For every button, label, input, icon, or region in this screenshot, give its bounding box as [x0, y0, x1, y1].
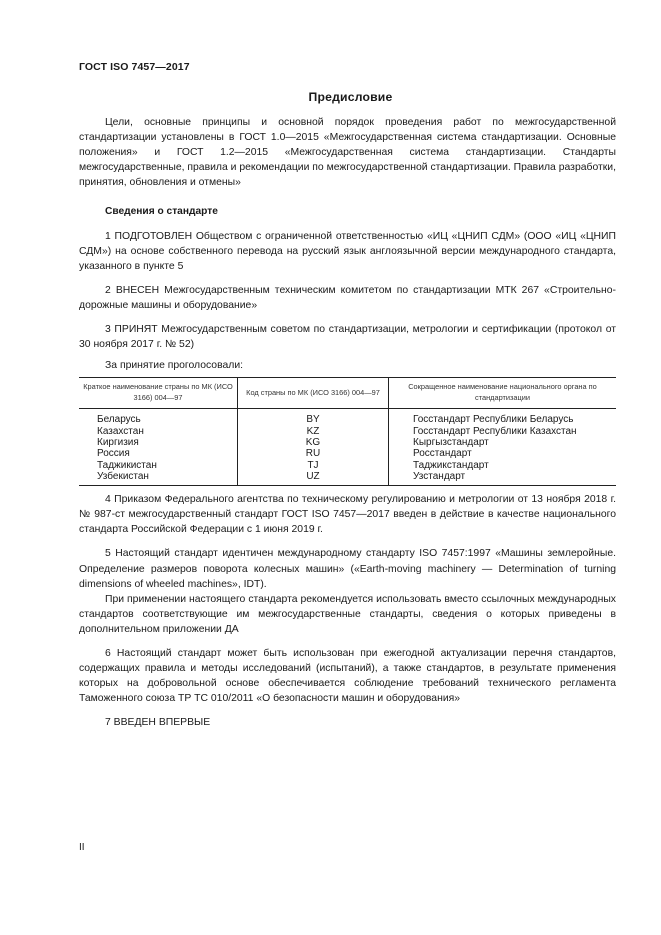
section-title: Сведения о стандарте [105, 205, 218, 217]
header-country-name: Краткое наименование страны по МК (ИСО 3166) 004—97 [79, 378, 238, 409]
country-name: Россия [97, 448, 130, 460]
country-name: Таджикистан [97, 459, 157, 471]
item-2-paragraph: 2 ВНЕСЕН Межгосударственным техническим комитетом по стандартизации МТК 267 «Строительно-дорожные машины и оборудование» [79, 284, 616, 312]
header-standards-body: Сокращенное наименование национального органа по стандартизации [389, 378, 617, 409]
header-country-code: Код страны по МК (ИСО 3166) 004—97 [238, 378, 389, 409]
item-3-paragraph: 3 ПРИНЯТ Межгосударственным советом по стандартизации, метрологии и сертификации (протокол от 30 ноября 2017 г. № 52) [79, 324, 616, 351]
country-code: KZ [238, 426, 389, 437]
item-7-paragraph: 7 ВВЕДЕН ВПЕРВЫЕ [105, 717, 211, 729]
country-code: UZ [238, 471, 389, 486]
page-number: II [79, 842, 85, 853]
table-row [79, 437, 616, 448]
table-row [79, 460, 616, 471]
foreword-content [79, 90, 616, 731]
country-name: Казахстан [97, 425, 144, 437]
table-row [79, 426, 616, 437]
item-5-note-paragraph: При применении настоящего стандарта рекомендуется использовать вместо ссылочных международных стандартов соответствующие им межгосударственные стандарты, сведения о которых приведены в дополнительном приложении ДА [79, 593, 616, 635]
document-code-header: ГОСТ ISO 7457—2017 [79, 61, 190, 73]
standards-body: Таджикстандарт [389, 460, 617, 471]
table-header-row [79, 378, 616, 409]
table-row [79, 471, 616, 486]
country-code: KG [238, 437, 389, 448]
item-1-paragraph: 1 ПОДГОТОВЛЕН Обществом с ограниченной ответственностью «ИЦ «ЦНИП СДМ» (ООО «ИЦ «ЦНИП СДМ») на основе собственного перевода на русский язык англоязычной версии международного стандарта, указанного в пункте 5 [79, 230, 616, 272]
country-name: Киргизия [97, 437, 139, 448]
foreword-title: Предисловие [308, 90, 393, 104]
standards-body: Росстандарт [389, 448, 617, 459]
standards-body: Узстандарт [389, 471, 617, 486]
country-code: BY [238, 409, 389, 426]
standards-body: Госстандарт Республики Беларусь [389, 409, 617, 426]
item-5-paragraph: 5 Настоящий стандарт идентичен международному стандарту ISO 7457:1997 «Машины землеройные. Определение размеров поворота колесных машин» («Earth-moving machinery — Determination of turning dimensions of wheeled machines», IDT). [79, 548, 616, 590]
item-6-paragraph: 6 Настоящий стандарт может быть использован при ежегодной актуализации перечня стандартов, содержащих правила и методы исследований (испытаний), а также стандартов, в результате применения которых на добровольной основе обеспечивается соблюдение требований технического регламента Таможенного союза ТР ТС 010/2011 «О безопасности машин и оборудования» [79, 648, 616, 705]
country-name: Беларусь [97, 414, 141, 426]
table-row [79, 409, 616, 426]
country-name: Узбекистан [79, 471, 238, 486]
country-code: RU [238, 448, 389, 459]
voted-label: За принятие проголосовали: [105, 360, 244, 372]
table-row [79, 448, 616, 459]
standards-body: Госстандарт Республики Казахстан [389, 426, 617, 437]
item-4-paragraph: 4 Приказом Федерального агентства по техническому регулированию и метрологии от 13 ноября 2018 г. № 987-ст межгосударственный стандарт ГОСТ ISO 7457—2017 введен в действие в качестве национального стандарта Российской Федерации с 1 июня 2019 г. [79, 494, 616, 536]
standards-body: Кыргызстандарт [389, 437, 617, 448]
country-code: TJ [238, 460, 389, 471]
intro-paragraph: Цели, основные принципы и основной порядок проведения работ по межгосударственной стандартизации установлены в ГОСТ 1.0—2015 «Межгосударственная система стандартизации. Основные положения» и ГОСТ 1.2—2015 «Межгосударственная система стандартизации. Стандарты межгосударственные, правила и рекомендации по межгосударственной стандартизации. Правила разработки, принятия, обновления и отмены» [79, 117, 616, 189]
countries-table [79, 377, 616, 486]
